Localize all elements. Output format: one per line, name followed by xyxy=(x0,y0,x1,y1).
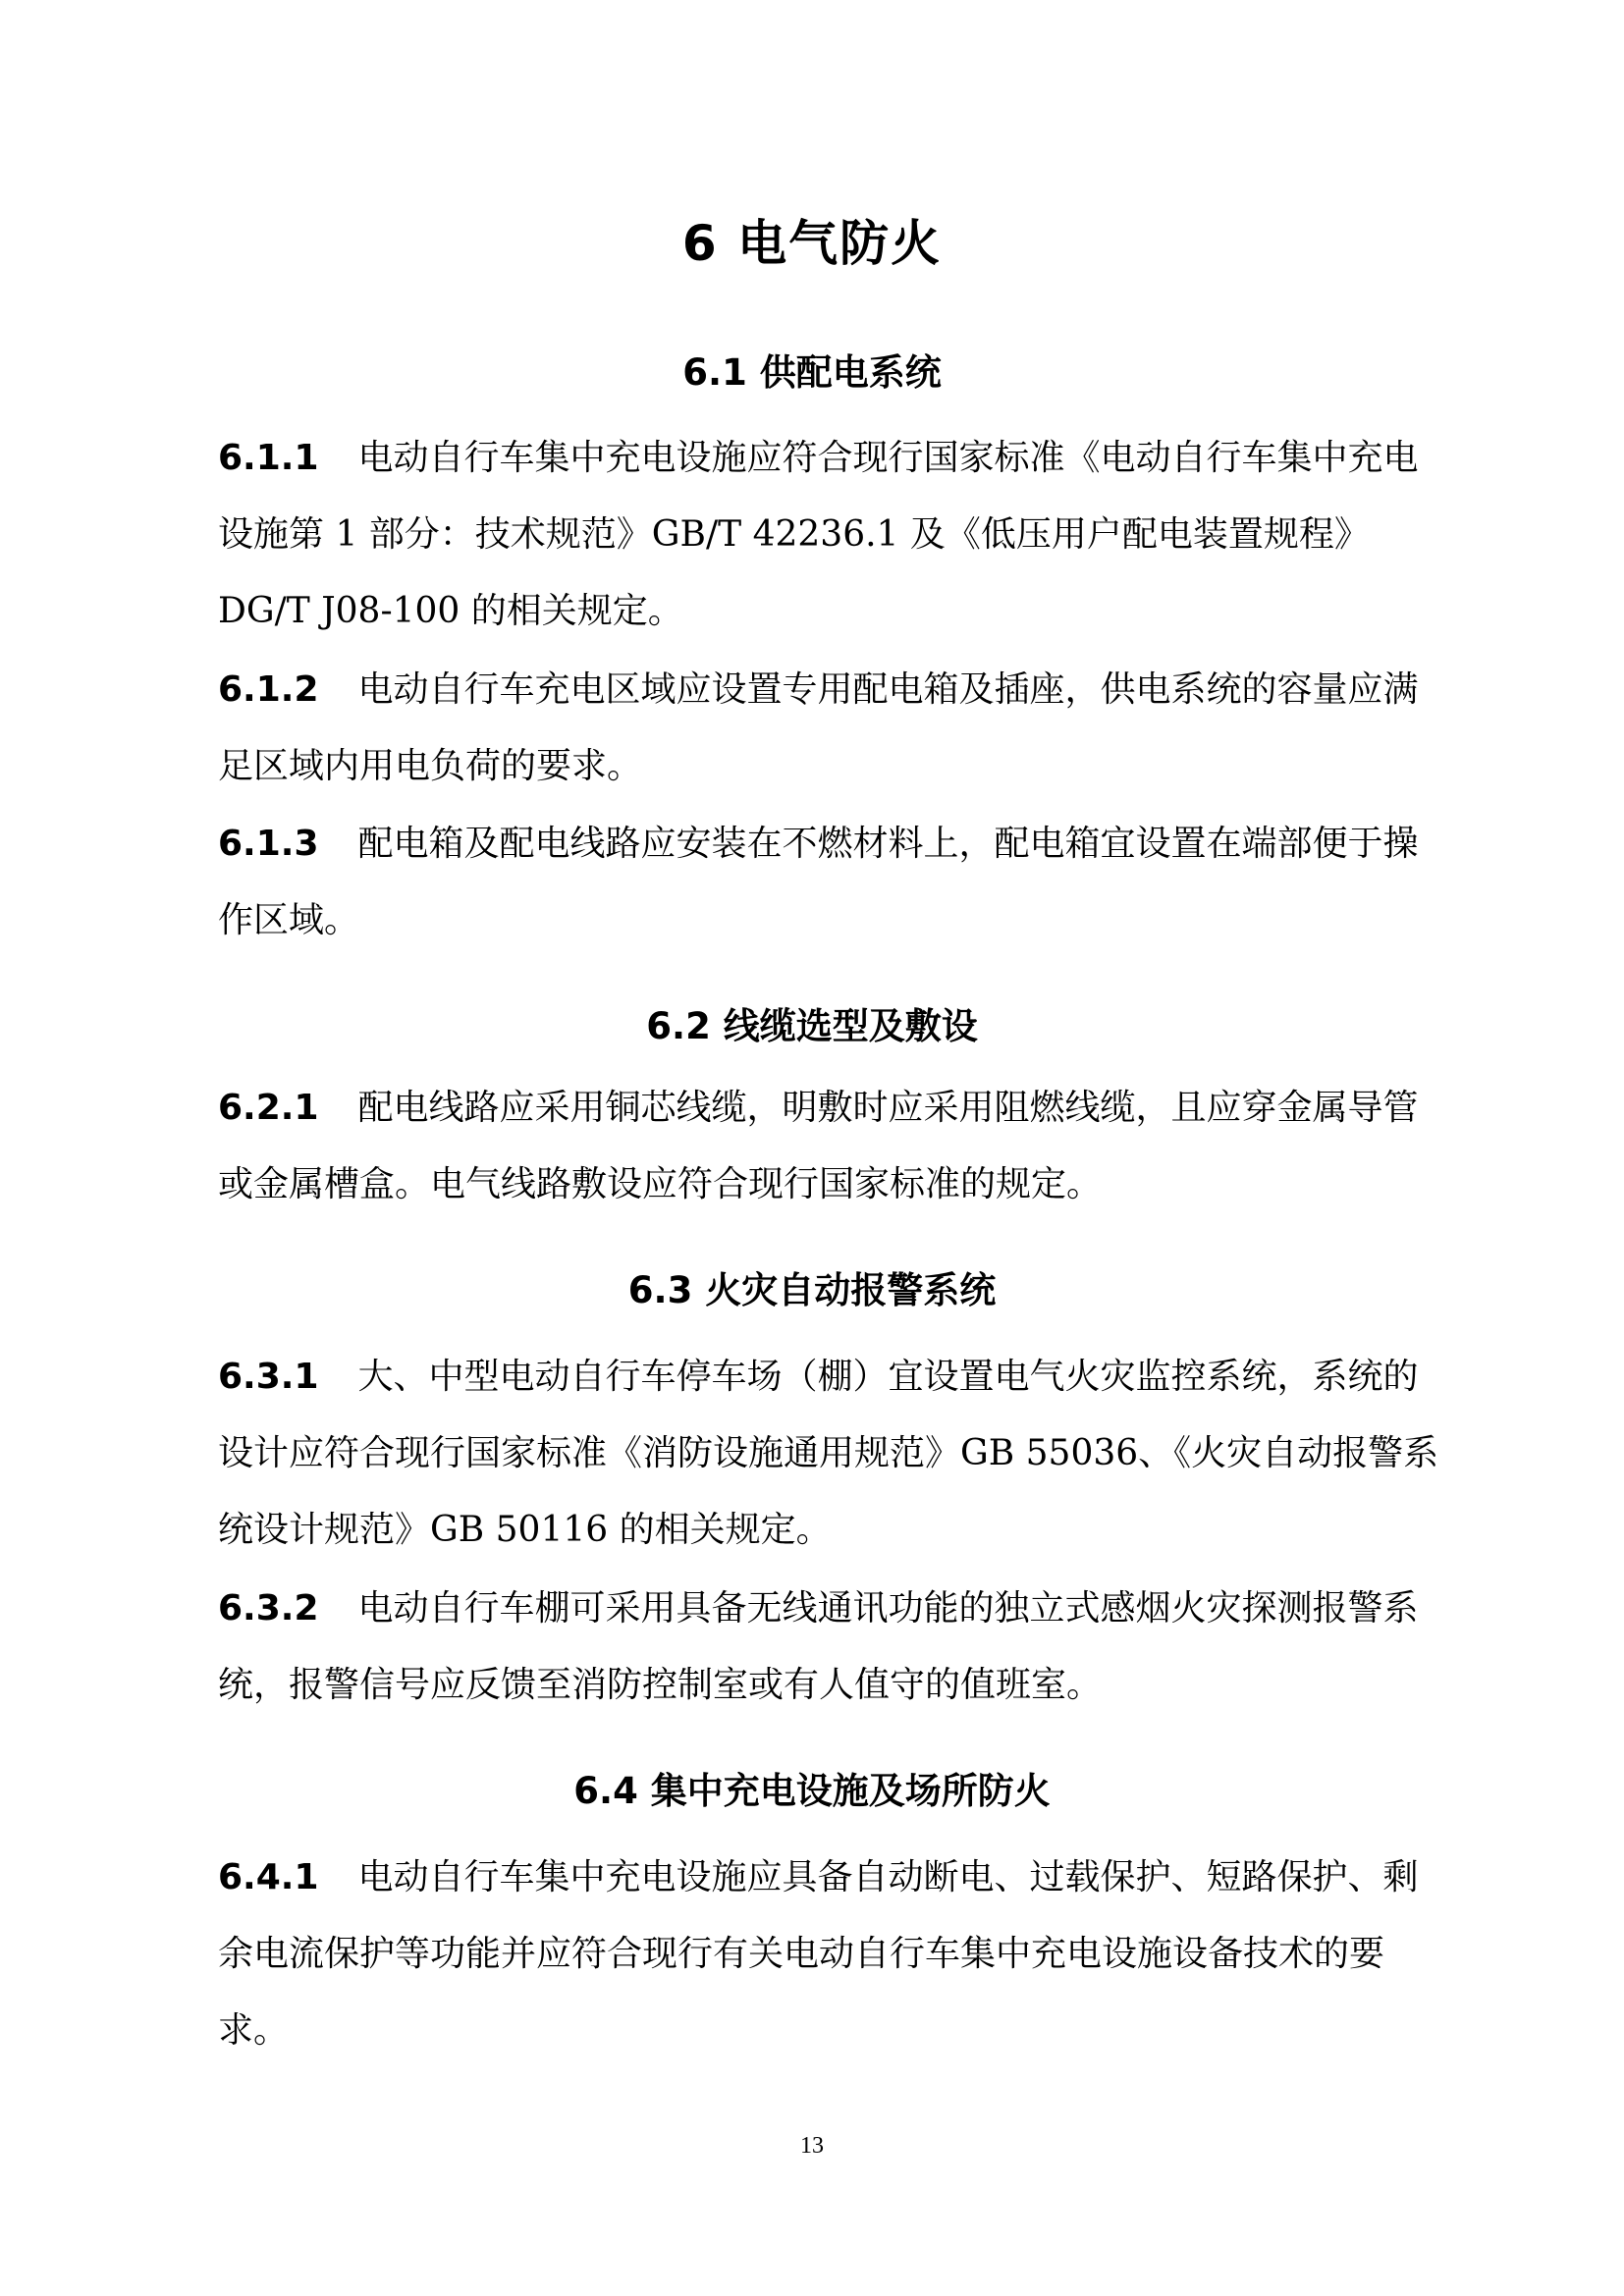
clause-6-2-1 xyxy=(218,1070,1445,1223)
section-title-6-2: 6.2 线缆选型及敷设 xyxy=(646,1005,978,1047)
clause-number: 6.1.3 xyxy=(218,824,319,864)
clause-6-4-1 xyxy=(218,1840,1445,2069)
clause-text: 电动自行车充电区域应设置专用配电箱及插座，供电系统的容量应满足区域内用电负荷的要求。 xyxy=(218,669,1419,786)
clause-text: 大、中型电动自行车停车场（棚）宜设置电气火灾监控系统，系统的设计应符合现行国家标准《消防设施通用规范》GB 55036、《火灾自动报警系统设计规范》GB 50116 的相关规定。 xyxy=(218,1357,1439,1550)
section-title-6-3: 6.3 火灾自动报警系统 xyxy=(627,1269,997,1311)
clause-6-1-2 xyxy=(218,652,1445,805)
clause-text: 配电箱及配电线路应安装在不燃材料上，配电箱宜设置在端部便于操作区域。 xyxy=(218,824,1419,940)
clause-text: 电动自行车集中充电设施应具备自动断电、过载保护、短路保护、剩余电流保护等功能并应符合现行有关电动自行车集中充电设施设备技术的要求。 xyxy=(218,1857,1419,2051)
section-title-6-4: 6.4 集中充电设施及场所防火 xyxy=(573,1770,1051,1812)
clause-number: 6.1.1 xyxy=(218,438,319,478)
clause-number: 6.1.2 xyxy=(218,669,319,710)
page-number: 13 xyxy=(800,2133,824,2159)
clause-6-3-1 xyxy=(218,1339,1445,1569)
clause-number: 6.4.1 xyxy=(218,1857,319,1897)
section-title-6-1: 6.1 供配电系统 xyxy=(682,351,942,394)
chapter-title: 6 电气防火 xyxy=(681,215,943,272)
clause-6-3-2 xyxy=(218,1571,1445,1724)
clause-number: 6.3.2 xyxy=(218,1588,319,1629)
clause-6-1-3 xyxy=(218,806,1445,959)
clause-6-1-1 xyxy=(218,420,1445,650)
clause-number: 6.2.1 xyxy=(218,1088,319,1128)
clause-text: 电动自行车集中充电设施应符合现行国家标准《电动自行车集中充电设施第 1 部分：技术规范》GB/T 42236.1 及《低压用户配电装置规程》DG/T J08-100 的相关规定。 xyxy=(218,438,1419,631)
clause-number: 6.3.1 xyxy=(218,1357,319,1397)
clause-text: 配电线路应采用铜芯线缆，明敷时应采用阻燃线缆，且应穿金属导管或金属槽盒。电气线路敷设应符合现行国家标准的规定。 xyxy=(218,1088,1419,1204)
clause-text: 电动自行车棚可采用具备无线通讯功能的独立式感烟火灾探测报警系统，报警信号应反馈至消防控制室或有人值守的值班室。 xyxy=(218,1588,1419,1705)
